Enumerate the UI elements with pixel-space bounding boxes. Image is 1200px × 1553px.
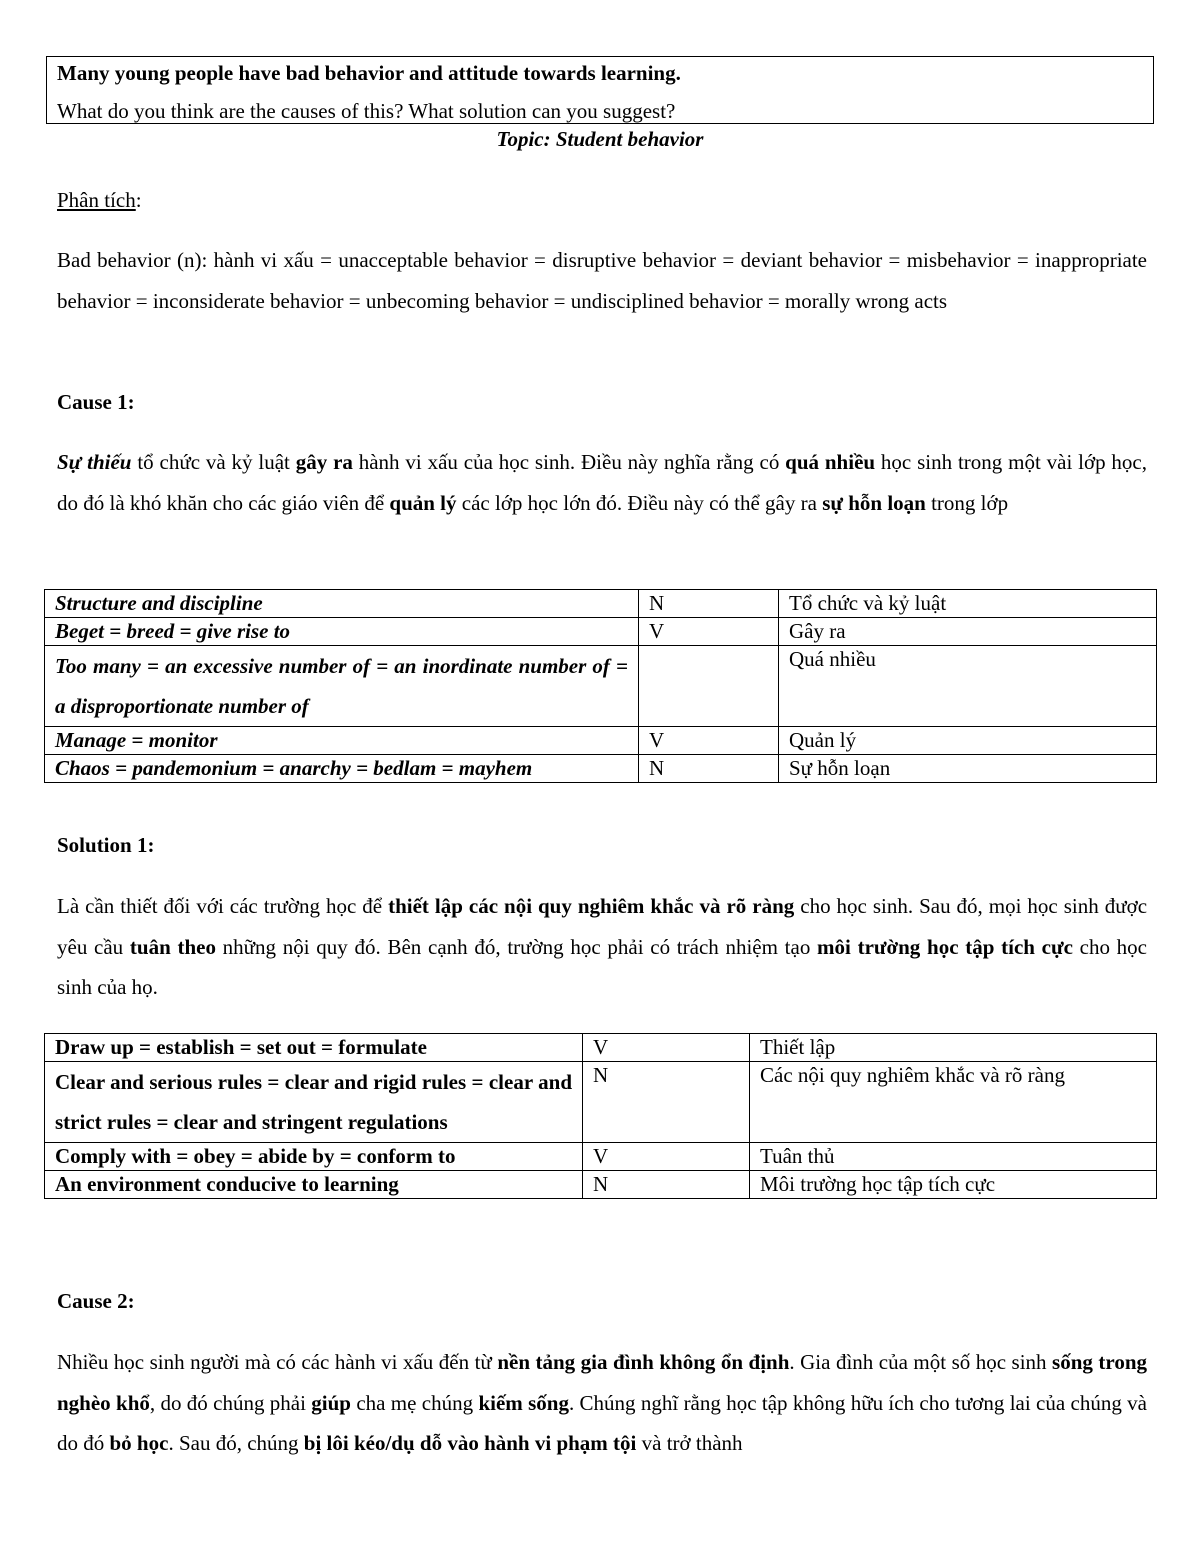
cause-1-text-2: hành vi xấu của học sinh. Điều này nghĩa rằng có bbox=[352, 450, 786, 474]
vocab-meaning: Gây ra bbox=[779, 618, 1157, 646]
table-row bbox=[45, 618, 1157, 646]
vocab-term: Manage = monitor bbox=[45, 727, 639, 755]
table-row bbox=[45, 1034, 1157, 1062]
solution-1-text-1: Là cần thiết đối với các trường học để bbox=[57, 894, 389, 918]
vocab-meaning: Quá nhiều bbox=[779, 646, 1157, 727]
vocab-pos: V bbox=[639, 727, 779, 755]
table-row bbox=[45, 1062, 1157, 1143]
cause-1-bold-5: sự hỗn loạn bbox=[822, 490, 926, 515]
cause-2-text-2: . Gia đình của một số học sinh bbox=[789, 1350, 1053, 1374]
vocab-pos: N bbox=[639, 590, 779, 618]
cause-2-bold-4: kiếm sống bbox=[478, 1390, 569, 1415]
cause-1-vocab-table bbox=[44, 589, 1157, 783]
cause-1-text-1: tổ chức và kỷ luật bbox=[131, 450, 296, 474]
vocab-meaning: Quản lý bbox=[779, 727, 1157, 755]
analysis-label-colon: : bbox=[135, 188, 142, 212]
analysis-paragraph: Bad behavior (n): hành vi xấu = unacceptable behavior = disruptive behavior = deviant behavior = misbehavior = inappropriate behavior = inconsiderate behavior = unbecoming behavior = undisciplined behavior = morally wrong acts bbox=[57, 248, 1147, 313]
prompt-line-1: Many young people have bad behavior and attitude towards learning. bbox=[57, 61, 681, 85]
solution-1-paragraph bbox=[57, 886, 1147, 1008]
cause-2-bold-1: nền tảng gia đình không ổn định bbox=[497, 1350, 790, 1374]
cause-1-heading: Cause 1: bbox=[57, 390, 135, 414]
cause-1-text-5: trong lớp bbox=[925, 490, 1009, 515]
prompt-line-2: What do you think are the causes of this? What solution can you suggest? bbox=[57, 99, 676, 123]
analysis-label-text: Phân tích bbox=[57, 188, 136, 212]
vocab-term: Structure and discipline bbox=[45, 590, 639, 618]
cause-1-bold-3: quá nhiều bbox=[785, 450, 876, 474]
table-row bbox=[45, 755, 1157, 783]
vocab-meaning: Sự hỗn loạn bbox=[779, 755, 1157, 783]
solution-1-vocab-table bbox=[44, 1033, 1157, 1199]
table-row bbox=[45, 646, 1157, 727]
solution-1-bold-2: tuân theo bbox=[129, 934, 216, 959]
solution-1-bold-1: thiết lập các nội quy nghiêm khắc và rõ ràng bbox=[388, 894, 795, 918]
solution-1-text-2: cho học sinh. Sau đó, mọi học sinh được yêu cầu bbox=[57, 894, 1148, 959]
cause-2-heading: Cause 2: bbox=[57, 1289, 135, 1313]
vocab-meaning: Các nội quy nghiêm khắc và rõ ràng bbox=[750, 1062, 1157, 1143]
table-row bbox=[45, 1171, 1157, 1199]
cause-2-text-4: cha mẹ chúng bbox=[350, 1390, 479, 1415]
essay-prompt-box bbox=[46, 56, 1154, 124]
vocab-pos bbox=[639, 646, 779, 727]
vocab-term: Draw up = establish = set out = formulate bbox=[45, 1034, 583, 1062]
vocab-meaning: Môi trường học tập tích cực bbox=[750, 1171, 1157, 1199]
cause-1-bold-4: quản lý bbox=[389, 490, 457, 515]
cause-2-text-5: . Chúng nghĩ rằng học tập không hữu ích cho tương lai của chúng và do đó bbox=[57, 1390, 1147, 1455]
solution-1-text-3: những nội quy đó. Bên cạnh đó, trường học phải có trách nhiệm tạo bbox=[215, 934, 818, 959]
analysis-label bbox=[57, 180, 1147, 221]
vocab-term: Clear and serious rules = clear and rigid rules = clear and strict rules = clear and stringent regulations bbox=[45, 1062, 583, 1143]
table-row bbox=[45, 1143, 1157, 1171]
vocab-meaning: Thiết lập bbox=[750, 1034, 1157, 1062]
vocab-pos: N bbox=[583, 1171, 750, 1199]
cause-1-bold-1: Sự thiếu bbox=[57, 450, 132, 474]
table-row bbox=[45, 590, 1157, 618]
vocab-term: Chaos = pandemonium = anarchy = bedlam = mayhem bbox=[45, 755, 639, 783]
cause-2-text-1: Nhiều học sinh người mà có các hành vi xấu đến từ bbox=[57, 1350, 498, 1374]
cause-1-text-4: các lớp học lớn đó. Điều này có thể gây ra bbox=[456, 490, 823, 515]
cause-2-bold-3: giúp bbox=[311, 1390, 351, 1415]
solution-1-heading: Solution 1: bbox=[57, 833, 155, 857]
vocab-pos: V bbox=[639, 618, 779, 646]
cause-1-bold-2: gây ra bbox=[295, 450, 353, 474]
vocab-pos: V bbox=[583, 1143, 750, 1171]
cause-2-paragraph bbox=[57, 1342, 1147, 1464]
vocab-term: Beget = breed = give rise to bbox=[45, 618, 639, 646]
vocab-term: An environment conducive to learning bbox=[45, 1171, 583, 1199]
cause-2-text-6: . Sau đó, chúng bbox=[168, 1431, 304, 1455]
cause-2-text-7: và trở thành bbox=[636, 1431, 743, 1455]
cause-2-bold-6: bị lôi kéo/dụ dỗ vào hành vi phạm tội bbox=[303, 1431, 637, 1455]
solution-1-bold-3: môi trường học tập tích cực bbox=[817, 934, 1073, 959]
vocab-meaning: Tổ chức và kỷ luật bbox=[779, 590, 1157, 618]
cause-2-text-3: , do đó chúng phải bbox=[149, 1390, 312, 1415]
cause-2-bold-5: bỏ học bbox=[109, 1431, 169, 1455]
cause-1-text-3: học sinh trong một vài lớp học, do đó là khó khăn cho các giáo viên để bbox=[57, 450, 1147, 515]
vocab-pos: N bbox=[639, 755, 779, 783]
vocab-pos: V bbox=[583, 1034, 750, 1062]
cause-2-bold-2: sống trong nghèo khổ bbox=[57, 1350, 1148, 1415]
vocab-term: Too many = an excessive number of = an inordinate number of = a disproportionate number of bbox=[45, 646, 639, 727]
table-row bbox=[45, 727, 1157, 755]
cause-1-paragraph bbox=[57, 442, 1147, 523]
vocab-term: Comply with = obey = abide by = conform to bbox=[45, 1143, 583, 1171]
solution-1-text-4: cho học sinh của họ. bbox=[57, 934, 1147, 999]
vocab-meaning: Tuân thủ bbox=[750, 1143, 1157, 1171]
topic-title: Topic: Student behavior bbox=[496, 127, 704, 151]
vocab-pos: N bbox=[583, 1062, 750, 1143]
